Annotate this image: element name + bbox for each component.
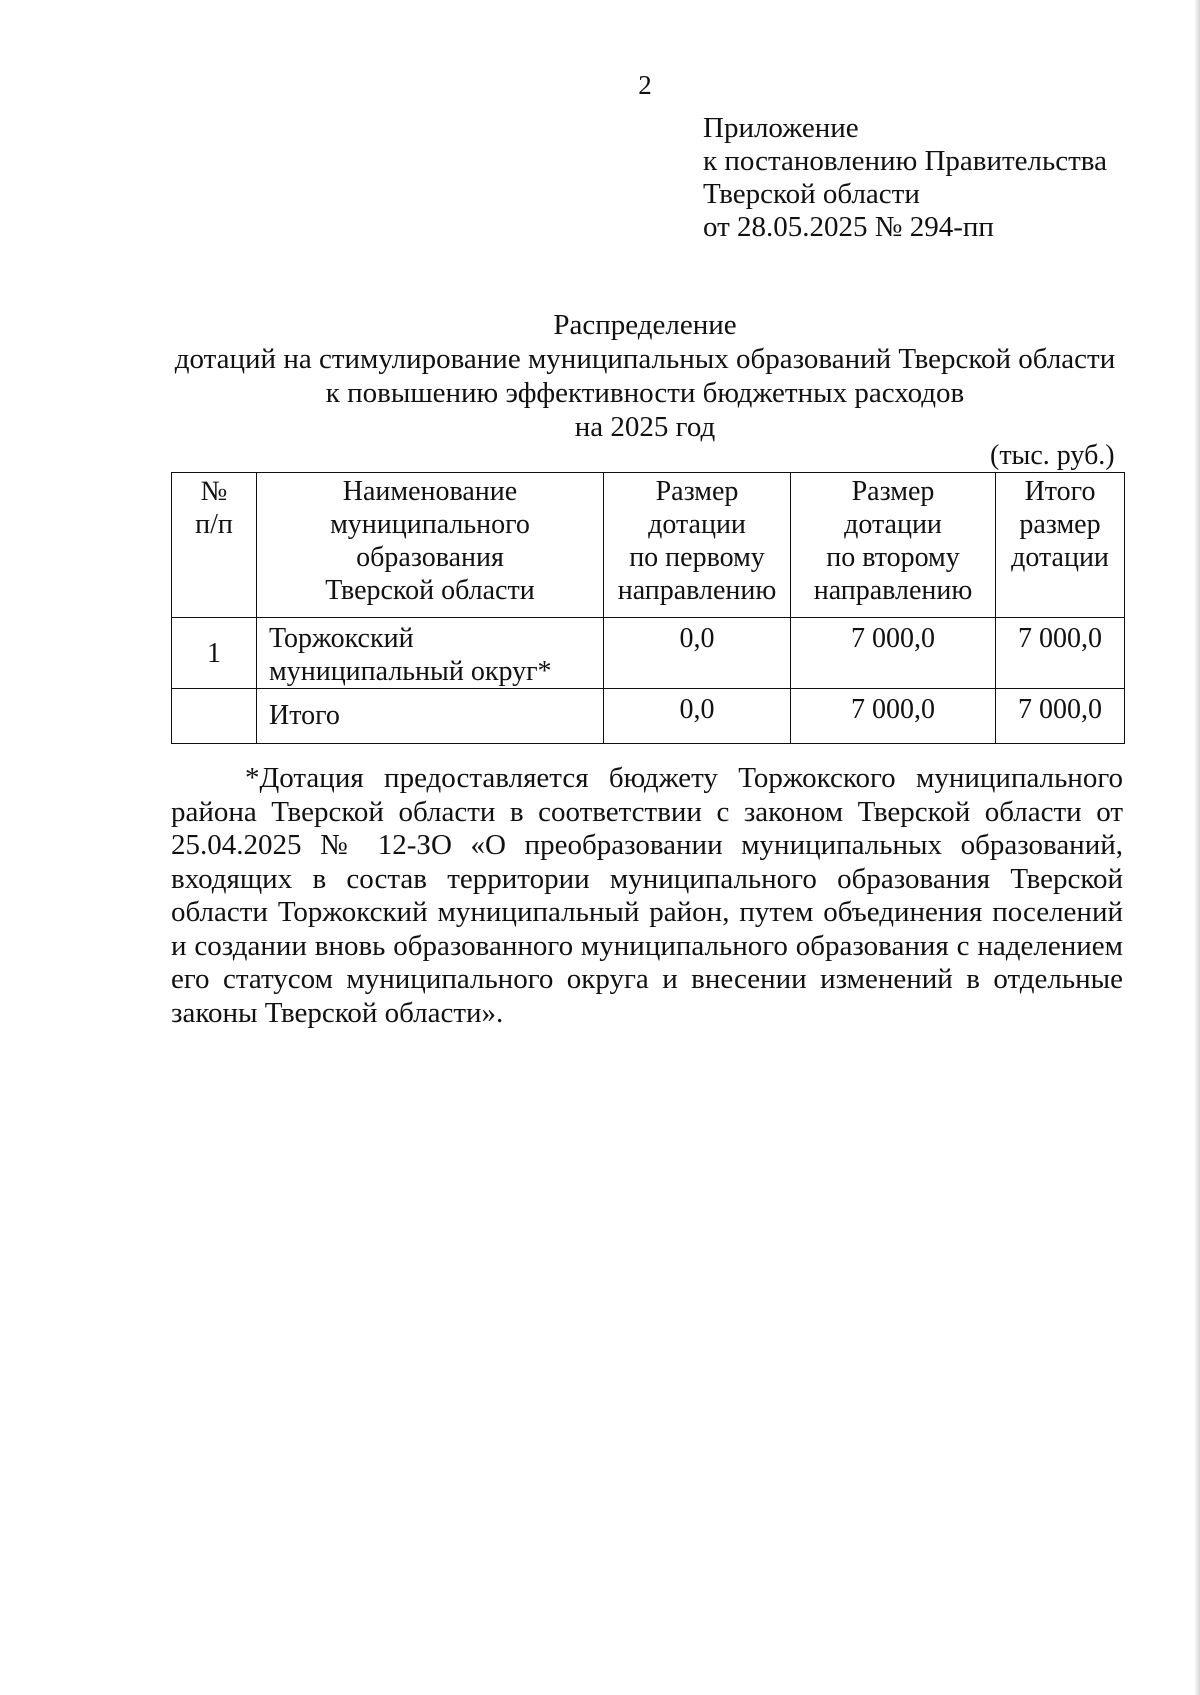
title-line: дотаций на стимулирование муниципальных образований Тверской области: [174, 343, 1116, 375]
table-row: [172, 618, 1125, 689]
cell-second-direction: 7 000,0: [791, 689, 996, 744]
header-num: № п/п: [172, 473, 257, 618]
cell-first-direction: 0,0: [604, 618, 791, 689]
distribution-table: [171, 472, 1125, 744]
appendix-block: [703, 112, 1107, 244]
table-total-row: [172, 689, 1125, 744]
title-line: Распределение: [553, 309, 737, 341]
cell-total: 7 000,0: [996, 618, 1125, 689]
page-number: 2: [638, 70, 652, 100]
cell-num: [172, 689, 257, 744]
cell-total: 7 000,0: [996, 689, 1125, 744]
header-name: Наименование муниципального образования Тверской области: [257, 473, 604, 618]
title-line: на 2025 год: [574, 411, 716, 443]
appendix-line: к постановлению Правительства: [703, 145, 1107, 177]
appendix-date-number: от 28.05.2025 № 294-пп: [703, 211, 994, 243]
header-second-direction: Размер дотации по второму направлению: [791, 473, 996, 618]
unit-note: (тыс. руб.): [990, 440, 1115, 471]
footnote: *Дотация предоставляется бюджету Торжокского муниципального района Тверской области в соответствии с законом Тверской области от 25.04.2025 № 12-ЗО «О преобразовании муниципальных образований, входящих в состав территории муниципального образования Тверской области Торжокский муниципальный район, путем объединения поселений и создании вновь образованного муниципального образования с наделением его статусом муниципального округа и внесении изменений в отдельные законы Тверской области».: [171, 762, 1123, 1029]
scan-edge: [1194, 0, 1200, 1695]
cell-first-direction: 0,0: [604, 689, 791, 744]
header-total: Итого размер дотации: [996, 473, 1125, 618]
cell-num: 1: [172, 618, 257, 689]
header-first-direction: Размер дотации по первому направлению: [604, 473, 791, 618]
appendix-line: Тверской области: [703, 178, 920, 210]
document-title: [160, 308, 1130, 444]
cell-name: Торжокский муниципальный округ*: [257, 618, 604, 689]
cell-second-direction: 7 000,0: [791, 618, 996, 689]
title-line: к повышению эффективности бюджетных расходов: [325, 377, 965, 409]
table-header-row: [172, 473, 1125, 618]
cell-name: Итого: [257, 689, 604, 744]
appendix-line: Приложение: [703, 112, 859, 144]
